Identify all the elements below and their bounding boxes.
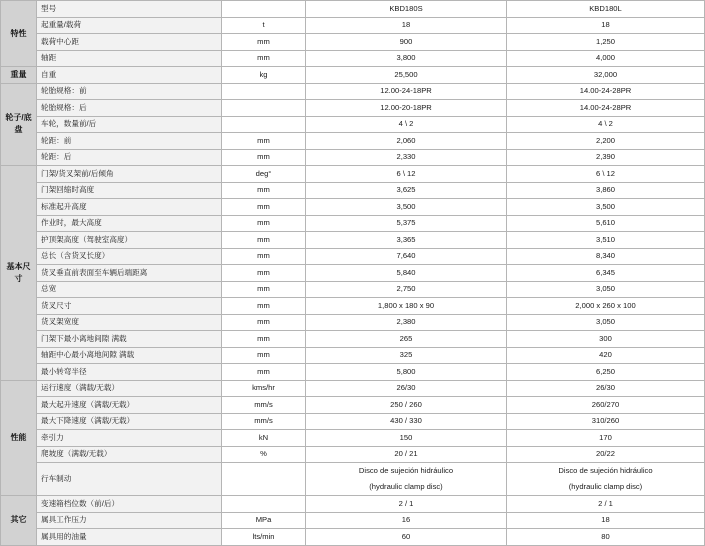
row-value-a: 2,750 <box>306 281 507 298</box>
row-value-a: 2,380 <box>306 314 507 331</box>
row-label: 门架下最小离地间隙 满载 <box>37 331 222 348</box>
row-value-a: 6 \ 12 <box>306 166 507 183</box>
row-value-a: 3,800 <box>306 50 507 67</box>
row-unit: t <box>222 17 306 34</box>
row-label: 载荷中心距 <box>37 34 222 51</box>
row-label: 护顶架高度（驾驶室高度） <box>37 232 222 249</box>
row-value-b: 300 <box>507 331 705 348</box>
model-b-header: KBD180L <box>507 1 705 18</box>
row-label: 货叉垂直前表面至车辆后端距离 <box>37 265 222 282</box>
table-row <box>1 67 705 84</box>
row-label: 属具用的油量 <box>37 529 222 546</box>
row-unit: mm <box>222 50 306 67</box>
row-value-b: 2,200 <box>507 133 705 150</box>
row-value-a: 265 <box>306 331 507 348</box>
row-value-a: 26/30 <box>306 380 507 397</box>
row-unit: mm <box>222 265 306 282</box>
row-value-b: 18 <box>507 512 705 529</box>
table-row <box>1 50 705 67</box>
row-unit: % <box>222 446 306 463</box>
row-unit <box>222 463 306 496</box>
row-value-b: 3,860 <box>507 182 705 199</box>
row-value-b: 420 <box>507 347 705 364</box>
brake-spanish-b: Disco de sujeción hidráulico <box>558 466 653 475</box>
row-value-a: 16 <box>306 512 507 529</box>
row-value-a: 3,500 <box>306 199 507 216</box>
row-value-b: 8,340 <box>507 248 705 265</box>
row-unit: mm <box>222 248 306 265</box>
row-unit <box>222 83 306 100</box>
table-row <box>1 149 705 166</box>
table-row <box>1 232 705 249</box>
row-value-a: 4 \ 2 <box>306 116 507 133</box>
row-unit: mm <box>222 314 306 331</box>
row-value-b: 4,000 <box>507 50 705 67</box>
row-unit: mm <box>222 281 306 298</box>
row-unit: mm <box>222 133 306 150</box>
model-a-header: KBD180S <box>306 1 507 18</box>
table-row <box>1 34 705 51</box>
row-value-b <box>507 463 705 496</box>
row-value-b: 3,050 <box>507 281 705 298</box>
row-value-b: 2,390 <box>507 149 705 166</box>
row-value-a: 2 / 1 <box>306 496 507 513</box>
group-dimensions: 基本尺寸 <box>1 166 37 381</box>
row-value-a: 150 <box>306 430 507 447</box>
row-value-b: 2,000 x 260 x 100 <box>507 298 705 315</box>
row-value-b: 6,345 <box>507 265 705 282</box>
row-label: 爬坡度（满载/无载） <box>37 446 222 463</box>
row-label: 总长（含货叉长度） <box>37 248 222 265</box>
table-row <box>1 265 705 282</box>
table-row <box>1 380 705 397</box>
row-unit: mm <box>222 331 306 348</box>
row-value-a: 25,500 <box>306 67 507 84</box>
table-row <box>1 331 705 348</box>
row-unit <box>222 116 306 133</box>
row-value-a: 12.00-20-18PR <box>306 100 507 117</box>
row-value-a: 3,365 <box>306 232 507 249</box>
row-value-b: 80 <box>507 529 705 546</box>
row-value-b: 3,510 <box>507 232 705 249</box>
row-unit: mm <box>222 364 306 381</box>
row-value-a: 12.00-24-18PR <box>306 83 507 100</box>
unit-cell <box>222 1 306 18</box>
row-value-a: 900 <box>306 34 507 51</box>
row-unit: mm <box>222 232 306 249</box>
row-value-b: 32,000 <box>507 67 705 84</box>
row-value-a: 5,375 <box>306 215 507 232</box>
row-value-a: 60 <box>306 529 507 546</box>
table-header-row <box>1 1 705 18</box>
row-label: 牵引力 <box>37 430 222 447</box>
row-unit: kN <box>222 430 306 447</box>
table-row <box>1 281 705 298</box>
row-unit: mm <box>222 182 306 199</box>
row-value-b: 18 <box>507 17 705 34</box>
row-unit: mm <box>222 215 306 232</box>
row-value-b: 2 / 1 <box>507 496 705 513</box>
row-label: 行车制动 <box>37 463 222 496</box>
group-other: 其它 <box>1 496 37 546</box>
row-label: 车轮，数量前/后 <box>37 116 222 133</box>
row-value-b: 3,500 <box>507 199 705 216</box>
row-label: 作业时，最大高度 <box>37 215 222 232</box>
model-header-label: 型号 <box>37 1 222 18</box>
row-label: 轮胎规格：后 <box>37 100 222 117</box>
row-label: 属具工作压力 <box>37 512 222 529</box>
row-label: 轴距 <box>37 50 222 67</box>
row-label: 最小转弯半径 <box>37 364 222 381</box>
table-row <box>1 397 705 414</box>
brake-english-a: (hydraulic clamp disc) <box>369 482 443 491</box>
row-label: 变速箱档位数（前/后） <box>37 496 222 513</box>
row-label: 总宽 <box>37 281 222 298</box>
brake-spanish-a: Disco de sujeción hidráulico <box>358 466 454 475</box>
row-unit: kg <box>222 67 306 84</box>
table-row <box>1 364 705 381</box>
row-value-a: 5,800 <box>306 364 507 381</box>
row-value-a: 3,625 <box>306 182 507 199</box>
table-row <box>1 100 705 117</box>
row-value-a: 7,640 <box>306 248 507 265</box>
row-unit: mm <box>222 34 306 51</box>
row-label: 轮距：后 <box>37 149 222 166</box>
row-value-b: 6,250 <box>507 364 705 381</box>
table-row <box>1 83 705 100</box>
row-value-a: 250 / 260 <box>306 397 507 414</box>
table-row <box>1 116 705 133</box>
row-value-a: 2,330 <box>306 149 507 166</box>
table-row <box>1 133 705 150</box>
row-label: 起重量/载荷 <box>37 17 222 34</box>
row-unit: lts/min <box>222 529 306 546</box>
row-value-b: 5,610 <box>507 215 705 232</box>
row-unit: MPa <box>222 512 306 529</box>
table-row <box>1 182 705 199</box>
row-value-b: 4 \ 2 <box>507 116 705 133</box>
row-value-b: 170 <box>507 430 705 447</box>
group-performance: 性能 <box>1 380 37 496</box>
row-label: 门架回缩时高度 <box>37 182 222 199</box>
row-label: 最大起升速度（满载/无载） <box>37 397 222 414</box>
row-label: 轮胎规格：前 <box>37 83 222 100</box>
row-unit: mm <box>222 149 306 166</box>
row-value-a: 20 / 21 <box>306 446 507 463</box>
row-label: 轮距：前 <box>37 133 222 150</box>
row-unit: mm/s <box>222 413 306 430</box>
row-unit: mm/s <box>222 397 306 414</box>
group-chassis: 轮子/底盘 <box>1 83 37 166</box>
row-label: 运行速度（满载/无载） <box>37 380 222 397</box>
group-weight: 重量 <box>1 67 37 84</box>
table-row <box>1 446 705 463</box>
table-row <box>1 430 705 447</box>
row-label: 自重 <box>37 67 222 84</box>
table-row <box>1 248 705 265</box>
row-value-b: 3,050 <box>507 314 705 331</box>
row-label: 标准起升高度 <box>37 199 222 216</box>
row-unit: deg° <box>222 166 306 183</box>
row-value-a: 18 <box>306 17 507 34</box>
row-label: 轴距中心最小离地间隙 满载 <box>37 347 222 364</box>
row-label: 货叉架宽度 <box>37 314 222 331</box>
brake-english-b: (hydraulic clamp disc) <box>568 482 643 491</box>
table-row <box>1 17 705 34</box>
table-row <box>1 347 705 364</box>
row-value-b: 14.00-24-28PR <box>507 83 705 100</box>
row-value-b: 310/260 <box>507 413 705 430</box>
table-row <box>1 413 705 430</box>
table-row <box>1 298 705 315</box>
row-unit: mm <box>222 199 306 216</box>
row-label: 最大下降速度（满载/无载） <box>37 413 222 430</box>
row-value-a: 430 / 330 <box>306 413 507 430</box>
table-row <box>1 314 705 331</box>
group-features: 特性 <box>1 1 37 67</box>
row-unit: mm <box>222 347 306 364</box>
table-row <box>1 512 705 529</box>
row-value-b: 20/22 <box>507 446 705 463</box>
row-value-b: 260/270 <box>507 397 705 414</box>
row-value-a <box>306 463 507 496</box>
row-label: 门架/货叉架前/后倾角 <box>37 166 222 183</box>
row-value-a: 2,060 <box>306 133 507 150</box>
row-value-a: 5,840 <box>306 265 507 282</box>
table-row <box>1 463 705 496</box>
row-value-a: 325 <box>306 347 507 364</box>
table-row <box>1 215 705 232</box>
table-row <box>1 166 705 183</box>
row-label: 货叉尺寸 <box>37 298 222 315</box>
row-unit: kms/hr <box>222 380 306 397</box>
row-unit <box>222 100 306 117</box>
row-value-a: 1,800 x 180 x 90 <box>306 298 507 315</box>
row-unit: mm <box>222 298 306 315</box>
table-row <box>1 496 705 513</box>
row-unit <box>222 496 306 513</box>
row-value-b: 26/30 <box>507 380 705 397</box>
table-row <box>1 199 705 216</box>
table-row <box>1 529 705 546</box>
row-value-b: 6 \ 12 <box>507 166 705 183</box>
row-value-b: 1,250 <box>507 34 705 51</box>
row-value-b: 14.00-24-28PR <box>507 100 705 117</box>
